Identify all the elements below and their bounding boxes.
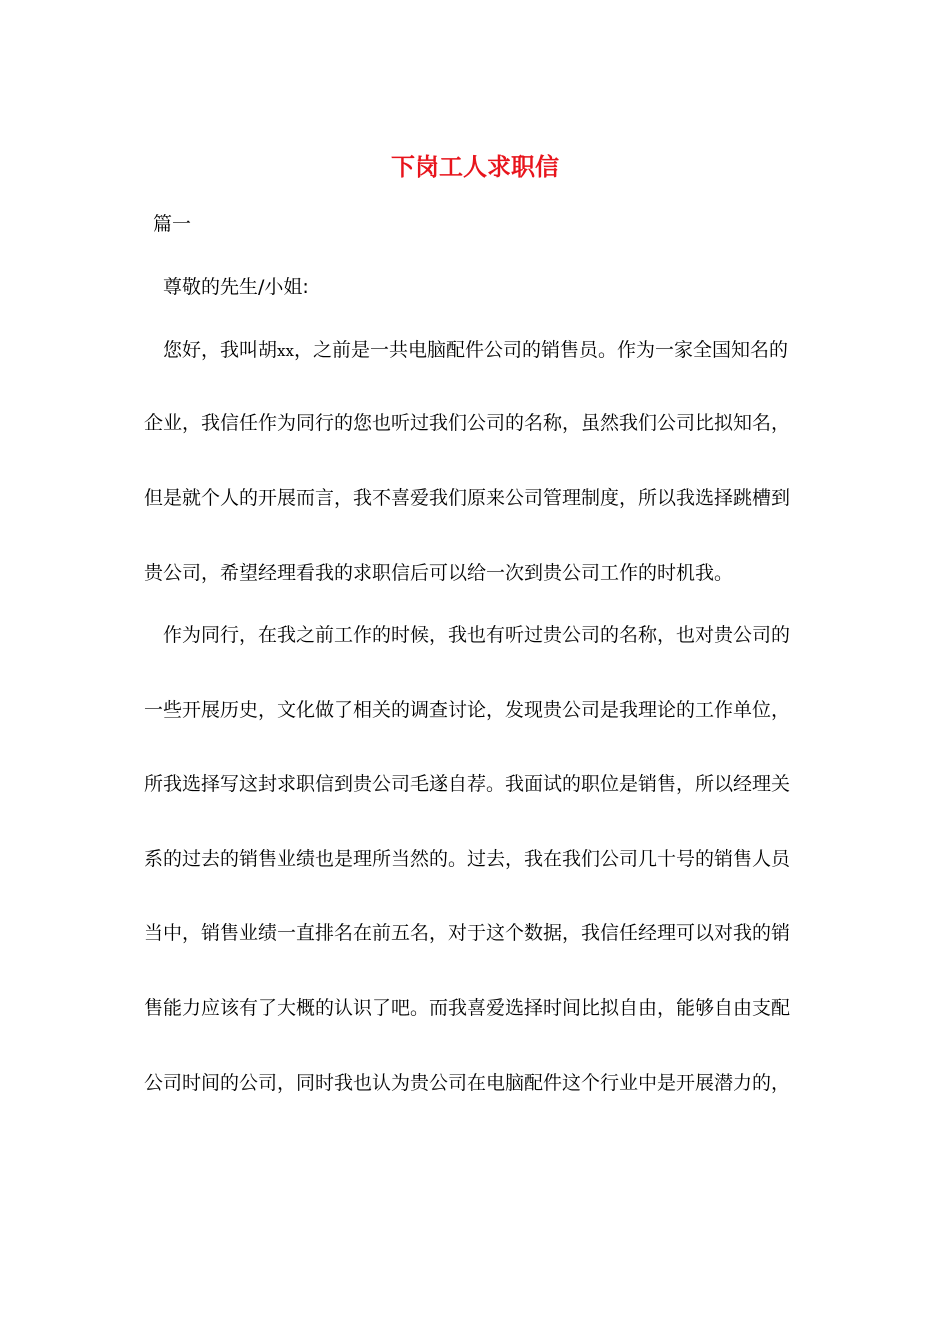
section-label: 篇一 — [153, 213, 192, 235]
paragraph1-line2: 企业，我信任作为同行的您也听过我们公司的名称，虽然我们公司比拟知名， — [144, 412, 791, 434]
paragraph2-line7: 公司时间的公司，同时我也认为贵公司在电脑配件这个行业中是开展潜力的， — [144, 1072, 791, 1094]
paragraph2-line2: 一些开展历史，文化做了相关的调查讨论，发现贵公司是我理论的工作单位， — [144, 699, 791, 721]
paragraph2-line5: 当中，销售业绩一直排名在前五名，对于这个数据，我信任经理可以对我的销 — [144, 922, 791, 944]
paragraph1-line1 — [163, 337, 824, 364]
paragraph2-line4: 系的过去的销售业绩也是理所当然的。过去，我在我们公司几十号的销售人员 — [144, 848, 791, 870]
paragraph2-line3: 所我选择写这封求职信到贵公司毛遂自荐。我面试的职位是销售，所以经理关 — [144, 773, 791, 795]
salutation: 尊敬的先生/小姐: — [163, 276, 309, 298]
document-title: 下岗工人求职信 — [391, 152, 559, 181]
paragraph1-line1-pre: 您好，我叫胡 — [163, 339, 278, 361]
paragraph1-line3: 但是就个人的开展而言，我不喜爱我们原来公司管理制度，所以我选择跳槽到 — [144, 487, 791, 509]
paragraph1-line1-post: ，之前是一共电脑配件公司的销售员。作为一家全国知名的 — [293, 339, 788, 361]
paragraph2-line6: 售能力应该有了大概的认识了吧。而我喜爱选择时间比拟自由，能够自由支配 — [144, 997, 791, 1019]
paragraph2-line1: 作为同行，在我之前工作的时候，我也有听过贵公司的名称，也对贵公司的 — [163, 624, 791, 646]
paragraph1-line4: 贵公司，希望经理看我的求职信后可以给一次到贵公司工作的时机我。 — [144, 562, 734, 584]
applicant-name-placeholder: xx — [277, 342, 294, 360]
